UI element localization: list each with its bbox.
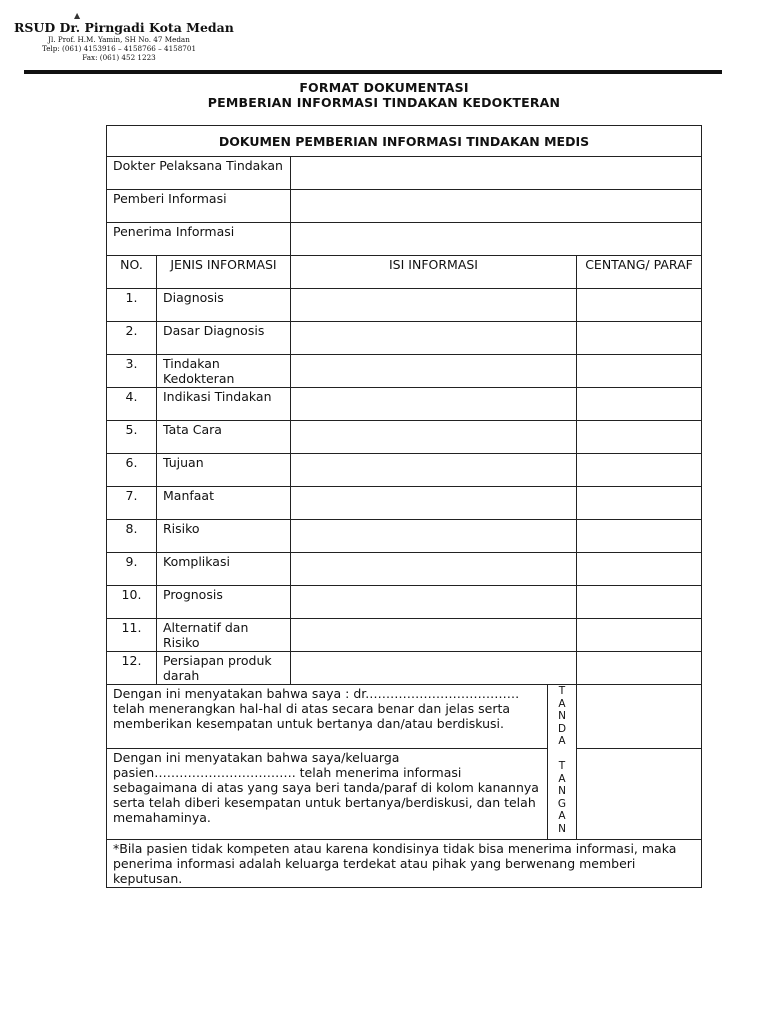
row-number: 5. bbox=[107, 421, 157, 454]
table-row bbox=[107, 322, 702, 355]
row-paraf-cell[interactable] bbox=[577, 388, 702, 421]
hospital-address: Jl. Prof. H.M. Yamin, SH No. 47 Medan bbox=[48, 35, 190, 44]
letter: A bbox=[558, 697, 566, 710]
letter: N bbox=[558, 785, 566, 797]
row-paraf-cell[interactable] bbox=[577, 322, 702, 355]
row-jenis: Tindakan Kedokteran bbox=[157, 355, 291, 388]
letter: A bbox=[558, 810, 566, 822]
row-isi-cell[interactable] bbox=[291, 520, 577, 553]
information-form-table bbox=[106, 125, 702, 888]
row-jenis: Risiko bbox=[157, 520, 291, 553]
letter: G bbox=[557, 797, 567, 810]
row-jenis: Alternatif dan Risiko bbox=[157, 619, 291, 652]
row-isi-cell[interactable] bbox=[291, 619, 577, 652]
row-number: 4. bbox=[107, 388, 157, 421]
row-paraf-cell[interactable] bbox=[577, 586, 702, 619]
pemberi-informasi-field[interactable] bbox=[291, 190, 702, 223]
table-row bbox=[107, 619, 702, 652]
row-isi-cell[interactable] bbox=[291, 487, 577, 520]
row-isi-cell[interactable] bbox=[291, 322, 577, 355]
row-paraf-cell[interactable] bbox=[577, 454, 702, 487]
row-number: 10. bbox=[107, 586, 157, 619]
table-row bbox=[107, 487, 702, 520]
row-number: 9. bbox=[107, 553, 157, 586]
row-isi-cell[interactable] bbox=[291, 586, 577, 619]
table-row bbox=[107, 454, 702, 487]
row-isi-cell[interactable] bbox=[291, 388, 577, 421]
doctor-signature-cell[interactable] bbox=[577, 685, 702, 749]
document-subtitle: PEMBERIAN INFORMASI TINDAKAN KEDOKTERAN bbox=[207, 95, 561, 110]
field-label: Dokter Pelaksana Tindakan bbox=[107, 157, 291, 190]
column-header-centang: CENTANG/ PARAF bbox=[577, 256, 702, 289]
table-row bbox=[107, 652, 702, 685]
table-row bbox=[107, 553, 702, 586]
hospital-phone: Telp: (061) 4153916 – 4158766 – 4158701 bbox=[41, 44, 197, 53]
dokter-pelaksana-field[interactable] bbox=[291, 157, 702, 190]
column-header-jenis: JENIS INFORMASI bbox=[157, 256, 291, 289]
doctor-statement: Dengan ini menyatakan bahwa saya : dr.……………………………… telah menerangkan hal-hal di atas secara benar dan jelas serta memberikan kesempatan untuk bertanya dan/atau berdiskusi. bbox=[107, 685, 548, 749]
row-jenis: Komplikasi bbox=[157, 553, 291, 586]
field-label: Pemberi Informasi bbox=[107, 190, 291, 223]
column-header-isi: ISI INFORMASI bbox=[291, 256, 577, 289]
row-jenis: Diagnosis bbox=[157, 289, 291, 322]
row-paraf-cell[interactable] bbox=[577, 619, 702, 652]
row-paraf-cell[interactable] bbox=[577, 520, 702, 553]
letterhead bbox=[14, 11, 234, 62]
row-isi-cell[interactable] bbox=[291, 289, 577, 322]
letter-gap bbox=[548, 748, 576, 761]
field-label: Penerima Informasi bbox=[107, 223, 291, 256]
row-jenis: Persiapan produk darah bbox=[157, 652, 291, 685]
table-row bbox=[107, 388, 702, 421]
document-title: FORMAT DOKUMENTASI bbox=[299, 80, 469, 95]
row-paraf-cell[interactable] bbox=[577, 421, 702, 454]
row-jenis: Dasar Diagnosis bbox=[157, 322, 291, 355]
penerima-informasi-field[interactable] bbox=[291, 223, 702, 256]
patient-statement: Dengan ini menyatakan bahwa saya/keluarga pasien……………………………. telah menerima informasi sebagaimana di atas yang saya beri tanda/paraf di kolom kanannya serta telah diberi kesempatan untuk bertanya/berdiskusi, dan telah memahaminya. bbox=[107, 749, 548, 840]
row-jenis: Tujuan bbox=[157, 454, 291, 487]
table-row bbox=[107, 586, 702, 619]
row-isi-cell[interactable] bbox=[291, 355, 577, 388]
row-number: 6. bbox=[107, 454, 157, 487]
table-row bbox=[107, 355, 702, 388]
row-jenis: Tata Cara bbox=[157, 421, 291, 454]
table-row bbox=[107, 421, 702, 454]
tanda-tangan-label bbox=[548, 685, 577, 840]
patient-signature-cell[interactable] bbox=[577, 749, 702, 840]
logo-mark-icon: ▲ bbox=[74, 11, 81, 20]
row-number: 11. bbox=[107, 619, 157, 652]
row-jenis: Prognosis bbox=[157, 586, 291, 619]
row-number: 8. bbox=[107, 520, 157, 553]
letter: A bbox=[558, 772, 566, 785]
row-isi-cell[interactable] bbox=[291, 454, 577, 487]
row-jenis: Manfaat bbox=[157, 487, 291, 520]
row-number: 1. bbox=[107, 289, 157, 322]
letter: N bbox=[558, 822, 566, 835]
row-paraf-cell[interactable] bbox=[577, 355, 702, 388]
row-jenis: Indikasi Tindakan bbox=[157, 388, 291, 421]
table-row bbox=[107, 520, 702, 553]
hospital-name: RSUD Dr. Pirngadi Kota Medan bbox=[14, 20, 234, 35]
letter: N bbox=[558, 710, 566, 722]
row-paraf-cell[interactable] bbox=[577, 289, 702, 322]
column-header-no: NO. bbox=[107, 256, 157, 289]
row-number: 12. bbox=[107, 652, 157, 685]
header-divider bbox=[24, 70, 722, 74]
hospital-fax: Fax: (061) 452 1223 bbox=[82, 53, 156, 62]
letter: D bbox=[557, 722, 567, 735]
row-paraf-cell[interactable] bbox=[577, 553, 702, 586]
row-paraf-cell[interactable] bbox=[577, 487, 702, 520]
letter: T bbox=[558, 685, 566, 697]
table-row bbox=[107, 289, 702, 322]
row-isi-cell[interactable] bbox=[291, 652, 577, 685]
row-isi-cell[interactable] bbox=[291, 421, 577, 454]
letter: A bbox=[558, 735, 566, 747]
tanda-tangan-letters bbox=[548, 685, 576, 835]
row-paraf-cell[interactable] bbox=[577, 652, 702, 685]
footnote: *Bila pasien tidak kompeten atau karena kondisinya tidak bisa menerima informasi, maka penerima informasi adalah keluarga terdekat atau pihak yang berwenang memberi keputusan. bbox=[107, 840, 702, 888]
row-number: 2. bbox=[107, 322, 157, 355]
row-number: 3. bbox=[107, 355, 157, 388]
row-isi-cell[interactable] bbox=[291, 553, 577, 586]
row-number: 7. bbox=[107, 487, 157, 520]
letter: T bbox=[558, 760, 566, 772]
form-heading: DOKUMEN PEMBERIAN INFORMASI TINDAKAN MEDIS bbox=[107, 126, 702, 157]
